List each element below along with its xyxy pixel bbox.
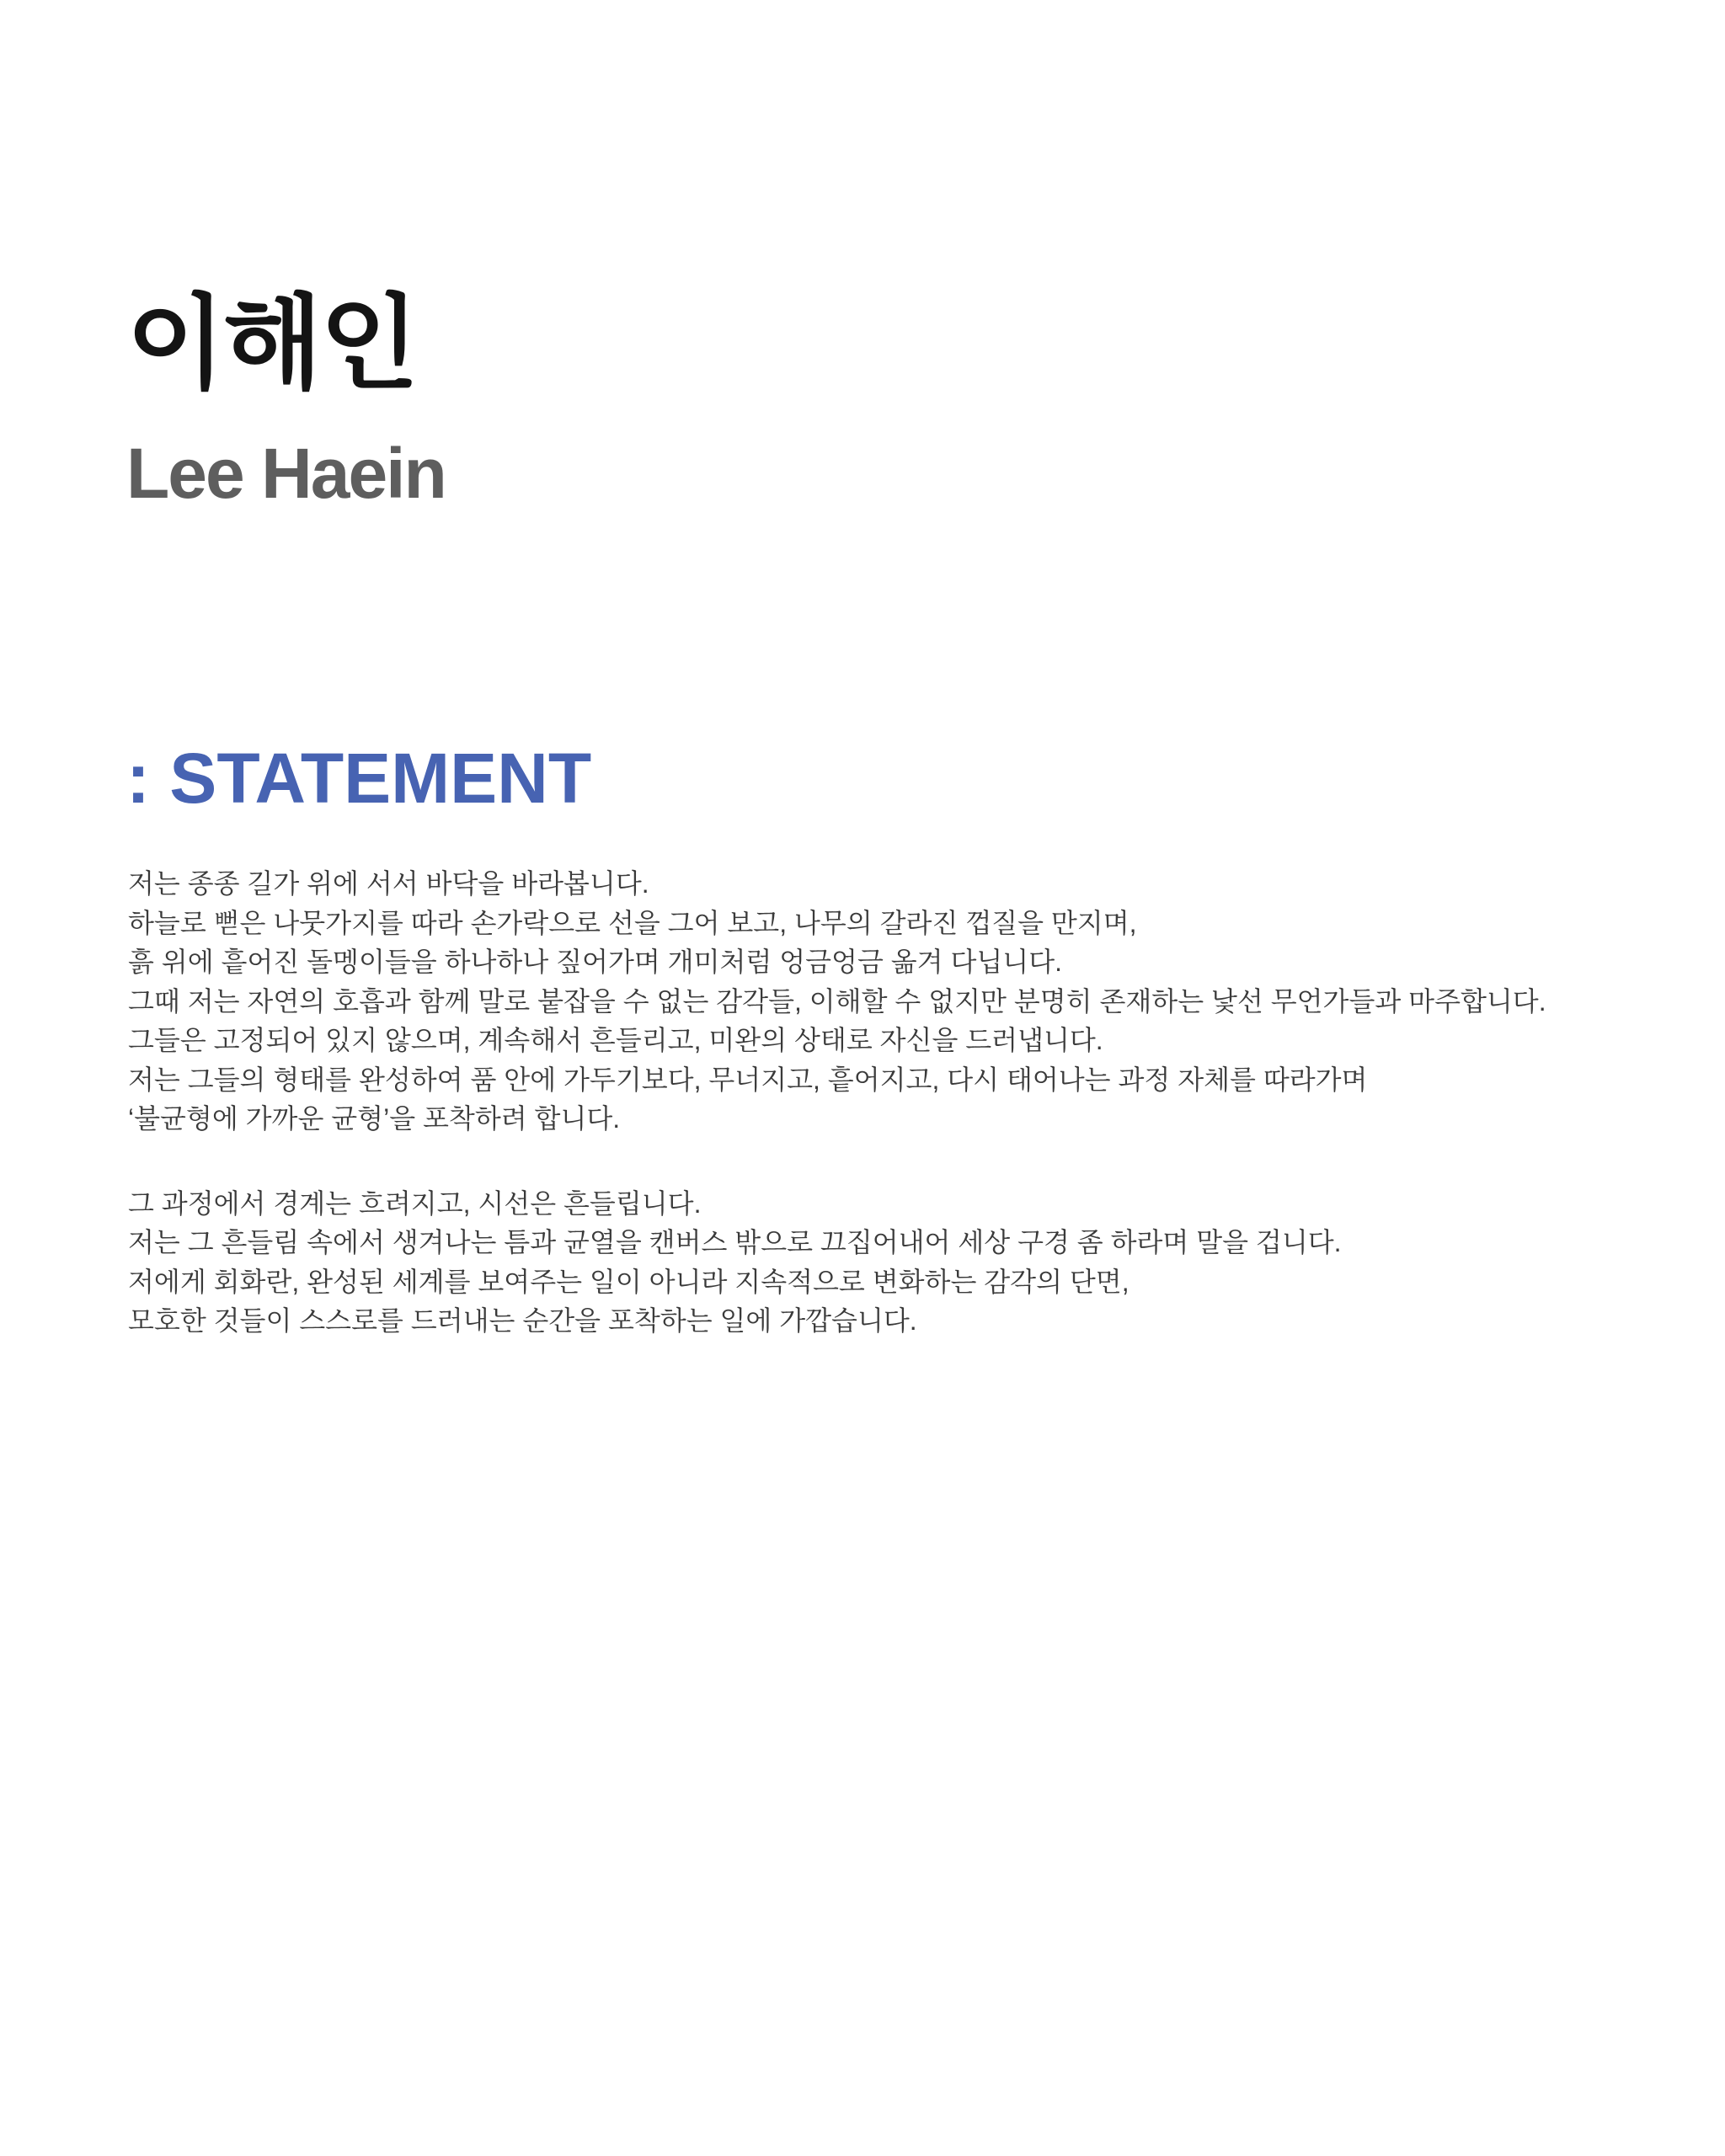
artist-name-korean: 이해인: [126, 286, 417, 401]
statement-line: 흙 위에 흩어진 돌멩이들을 하나하나 짚어가며 개미처럼 엉금엉금 옮겨 다닙니다.: [128, 947, 1063, 977]
statement-section-title: : STATEMENT: [126, 739, 592, 818]
statement-line: 그 과정에서 경계는 흐려지고, 시선은 흔들립니다.: [128, 1187, 702, 1219]
statement-line: ‘불균형에 가까운 균형’을 포착하려 합니다.: [128, 1103, 621, 1134]
statement-line: 저는 종종 길가 위에 서서 바닥을 바라봅니다.: [128, 868, 649, 899]
statement-line: 그들은 고정되어 있지 않으며, 계속해서 흔들리고, 미완의 상태로 자신을 드러냅니다.: [128, 1025, 1103, 1055]
statement-line: 저에게 회화란, 완성된 세계를 보여주는 일이 아니라 지속적으로 변화하는 감각의 단면,: [128, 1266, 1130, 1297]
statement-paragraph-2: [128, 1184, 1678, 1341]
statement-line: 그때 저는 자연의 호흡과 함께 말로 붙잡을 수 없는 감각들, 이해할 수 없지만 분명히 존재하는 낯선 무언가들과 마주합니다.: [128, 985, 1546, 1017]
artist-name-english: Lee Haein: [126, 434, 446, 513]
statement-paragraph-1: [128, 864, 1678, 1139]
statement-line: 저는 그들의 형태를 완성하여 품 안에 가두기보다, 무너지고, 흩어지고, 다시 태어나는 과정 자체를 따라가며: [128, 1064, 1368, 1095]
statement-body: [128, 864, 1678, 1341]
statement-line: 저는 그 흔들림 속에서 생겨나는 틈과 균열을 캔버스 밖으로 끄집어내어 세상 구경 좀 하라며 말을 겁니다.: [128, 1227, 1342, 1257]
statement-line: 하늘로 뻗은 나뭇가지를 따라 손가락으로 선을 그어 보고, 나무의 갈라진 껍질을 만지며,: [128, 907, 1137, 938]
statement-line: 모호한 것들이 스스로를 드러내는 순간을 포착하는 일에 가깝습니다.: [128, 1305, 917, 1336]
